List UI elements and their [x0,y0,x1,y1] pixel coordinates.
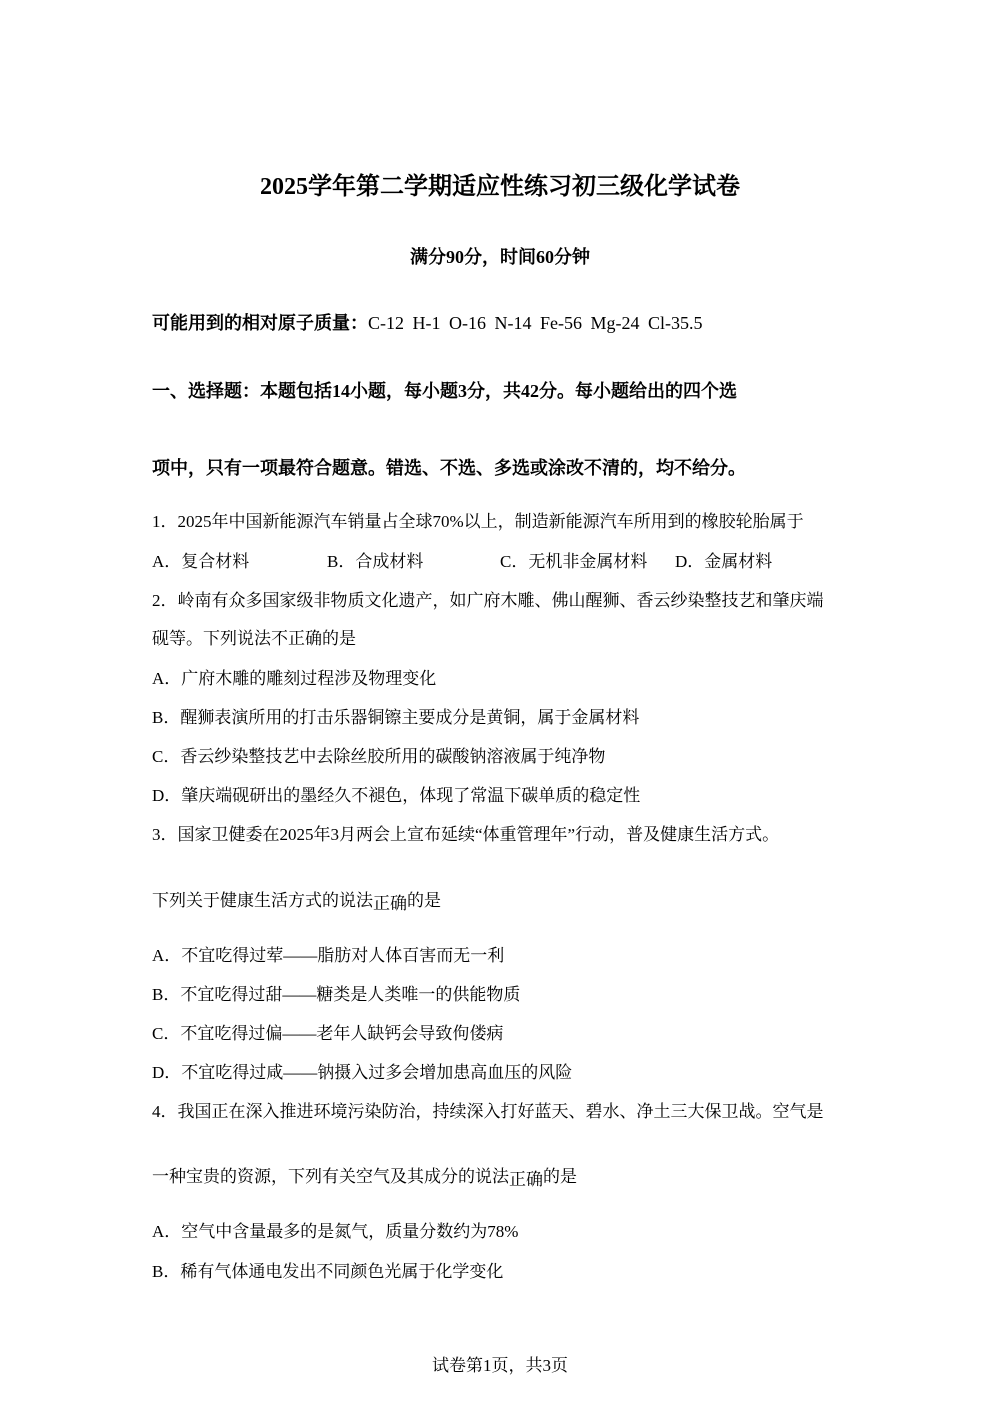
question-1-option-d: D．金属材料 [675,552,773,571]
question-2-option-d: D．肇庆端砚研出的墨经久不褪色，体现了常温下碳单质的稳定性 [152,786,641,805]
exam-subtitle: 满分90分，时间60分钟 [410,247,590,267]
question-3-stem-end: 的是 [407,891,441,910]
question-3-option-c: C．不宜吃得过偏——老年人缺钙会导致佝偻病 [152,1024,504,1043]
question-3-option-b: B．不宜吃得过甜——糖类是人类唯一的供能物质 [152,985,521,1004]
section-heading-line1: 一、选择题：本题包括14小题，每小题3分，共42分。每小题给出的四个选 [152,381,737,401]
section-heading-line2: 项中，只有一项最符合题意。错选、不选、多选或涂改不清的，均不给分。 [152,458,746,478]
question-4-stem-text: 一种宝贵的资源，下列有关空气及其成分的说法 [152,1167,509,1186]
question-1-option-c: C．无机非金属材料 [500,552,648,571]
question-3-option-d: D．不宜吃得过咸——钠摄入过多会增加患高血压的风险 [152,1063,573,1082]
atomic-mass-line [152,312,702,335]
question-2-stem-line2: 砚等。下列说法不正确的是 [152,629,356,648]
atomic-mass-values: C-12 H-1 O-16 N-14 Fe-56 Mg-24 Cl-35.5 [368,313,703,333]
question-3-option-a: A．不宜吃得过荤——脂肪对人体百害而无一利 [152,946,505,965]
question-3-stem-emphasis: 正确 [373,894,407,913]
question-4-option-a: A．空气中含量最多的是氮气，质量分数约为78% [152,1222,519,1241]
question-1-option-b: B．合成材料 [327,552,424,571]
question-2-option-c: C．香云纱染整技艺中去除丝胶所用的碳酸钠溶液属于纯净物 [152,747,606,766]
question-3-stem-line2 [152,890,441,912]
question-1-stem: 1．2025年中国新能源汽车销量占全球70%以上，制造新能源汽车所用到的橡胶轮胎属于 [152,512,804,531]
question-4-stem-line2 [152,1166,577,1188]
question-4-stem-end: 的是 [543,1167,577,1186]
page-footer: 试卷第1页，共3页 [432,1356,568,1375]
question-3-stem-text: 下列关于健康生活方式的说法 [152,891,373,910]
question-1-option-a: A．复合材料 [152,552,250,571]
page-title: 2025学年第二学期适应性练习初三级化学试卷 [260,174,740,200]
question-3-stem-line1: 3．国家卫健委在2025年3月两会上宣布延续“体重管理年”行动，普及健康生活方式。 [152,825,780,844]
question-4-stem-line1: 4．我国正在深入推进环境污染防治，持续深入打好蓝天、碧水、净土三大保卫战。空气是 [152,1102,824,1121]
question-2-option-a: A．广府木雕的雕刻过程涉及物理变化 [152,669,437,688]
question-2-option-b: B．醒狮表演所用的打击乐器铜镲主要成分是黄铜，属于金属材料 [152,708,640,727]
question-1-options [152,551,852,573]
question-2-stem-line1: 2．岭南有众多国家级非物质文化遗产，如广府木雕、佛山醒狮、香云纱染整技艺和肇庆端 [152,591,824,610]
atomic-mass-label: 可能用到的相对原子质量： [152,313,368,333]
question-4-stem-emphasis: 正确 [509,1170,543,1189]
question-4-option-b: B．稀有气体通电发出不同颜色光属于化学变化 [152,1262,504,1281]
